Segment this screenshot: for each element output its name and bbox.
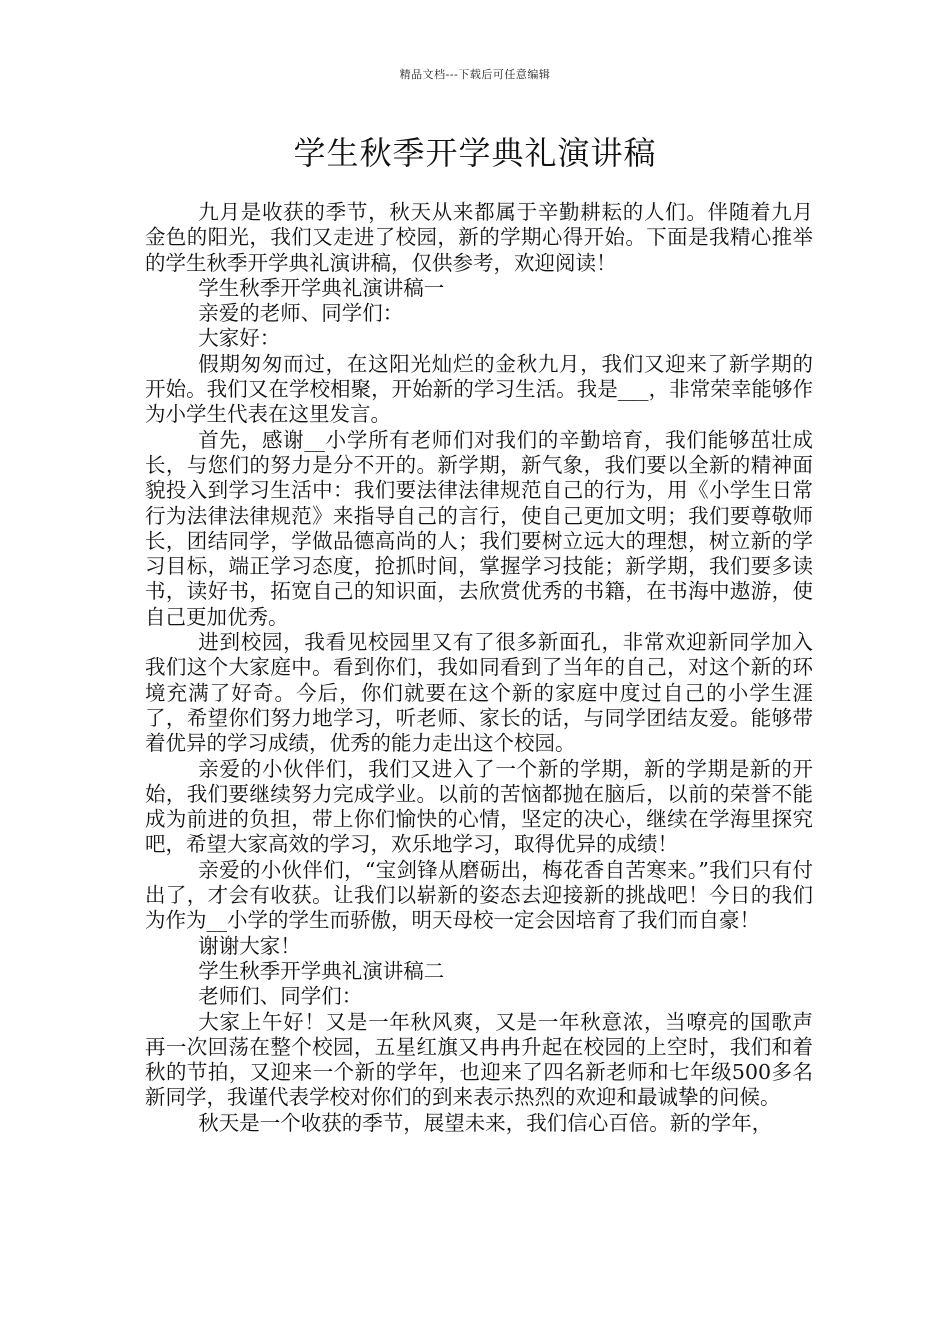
paragraph-salutation: 亲爱的老师、同学们： [198, 301, 404, 326]
paragraph: 进到校园，我看见校园里又有了很多新面孔，非常欢迎新同学加入我们这个大家庭中。看到你们，我如同看到了当年的自己，对这个新的环境充满了好奇。今后，你们就要在这个新的家庭中度过自己的小学生涯了，希望你们努力地学习，听老师、家长的话，与同学团结友爱。能够带着优异的学习成绩，优秀的能力走出这个校园。 [145, 630, 813, 756]
paragraph: 大家上午好！又是一年秋风爽，又是一年秋意浓，当嘹亮的国歌声再一次回荡在整个校园，五星红旗又冉冉升起在校园的上空时，我们和着秋的节拍，又迎来一个新的学年，也迎来了四名新老师和七年级500多名新同学，我谨代表学校对你们的到来表示热烈的欢迎和最诚挚的问候。 [145, 1009, 813, 1110]
paragraph-thanks: 谢谢大家！ [198, 933, 301, 958]
paragraph-greeting: 大家好： [198, 326, 281, 351]
paragraph-speech-1-heading: 学生秋季开学典礼演讲稿一 [198, 275, 445, 300]
paragraph: 亲爱的小伙伴们，“宝剑锋从磨砺出，梅花香自苦寒来。”我们只有付出了，才会有收获。让我们以崭新的姿态去迎接新的挑战吧！今日的我们为作为__小学的学生而骄傲，明天母校一定会因培育了我们而自豪！ [145, 857, 813, 933]
document-title: 学生秋季开学典礼演讲稿 [293, 134, 657, 172]
header-note: 精品文档---下载后可任意编辑 [399, 68, 551, 81]
paragraph-speech-2-heading: 学生秋季开学典礼演讲稿二 [198, 958, 445, 983]
paragraph: 亲爱的小伙伴们，我们又进入了一个新的学期，新的学期是新的开始，我们要继续努力完成学业。以前的苦恼都抛在脑后，以前的荣誉不能成为前进的负担，带上你们愉快的心情，坚定的决心，继续在学海里探究吧，希望大家高效的学习，欢乐地学习，取得优异的成绩！ [145, 756, 813, 857]
paragraph-intro: 九月是收获的季节，秋天从来都属于辛勤耕耘的人们。伴随着九月金色的阳光，我们又走进了校园，新的学期心得开始。下面是我精心推举的学生秋季开学典礼演讲稿，仅供参考，欢迎阅读！ [145, 200, 813, 275]
paragraph: 秋天是一个收获的季节，展望未来，我们信心百倍。新的学年， [198, 1110, 773, 1135]
paragraph-salutation: 老师们、同学们： [198, 984, 363, 1009]
paragraph: 首先，感谢__小学所有老师们对我们的辛勤培育，我们能够茁壮成长，与您们的努力是分不开的。新学期，新气象，我们要以全新的精神面貌投入到学习生活中：我们要法律法律规范自己的行为，用《小学生日常行为法律法律规范》来指导自己的言行，使自己更加文明；我们要尊敬师长，团结同学，学做品德高尚的人；我们要树立远大的理想，树立新的学习目标，端正学习态度，抢抓时间，掌握学习技能；新学期，我们要多读书，读好书，拓宽自己的知识面，去欣赏优秀的书籍，在书海中遨游，使自己更加优秀。 [145, 427, 813, 629]
document-body [145, 200, 813, 1136]
paragraph: 假期匆匆而过，在这阳光灿烂的金秋九月，我们又迎来了新学期的开始。我们又在学校相聚，开始新的学习生活。我是___，非常荣幸能够作为小学生代表在这里发言。 [145, 351, 813, 427]
